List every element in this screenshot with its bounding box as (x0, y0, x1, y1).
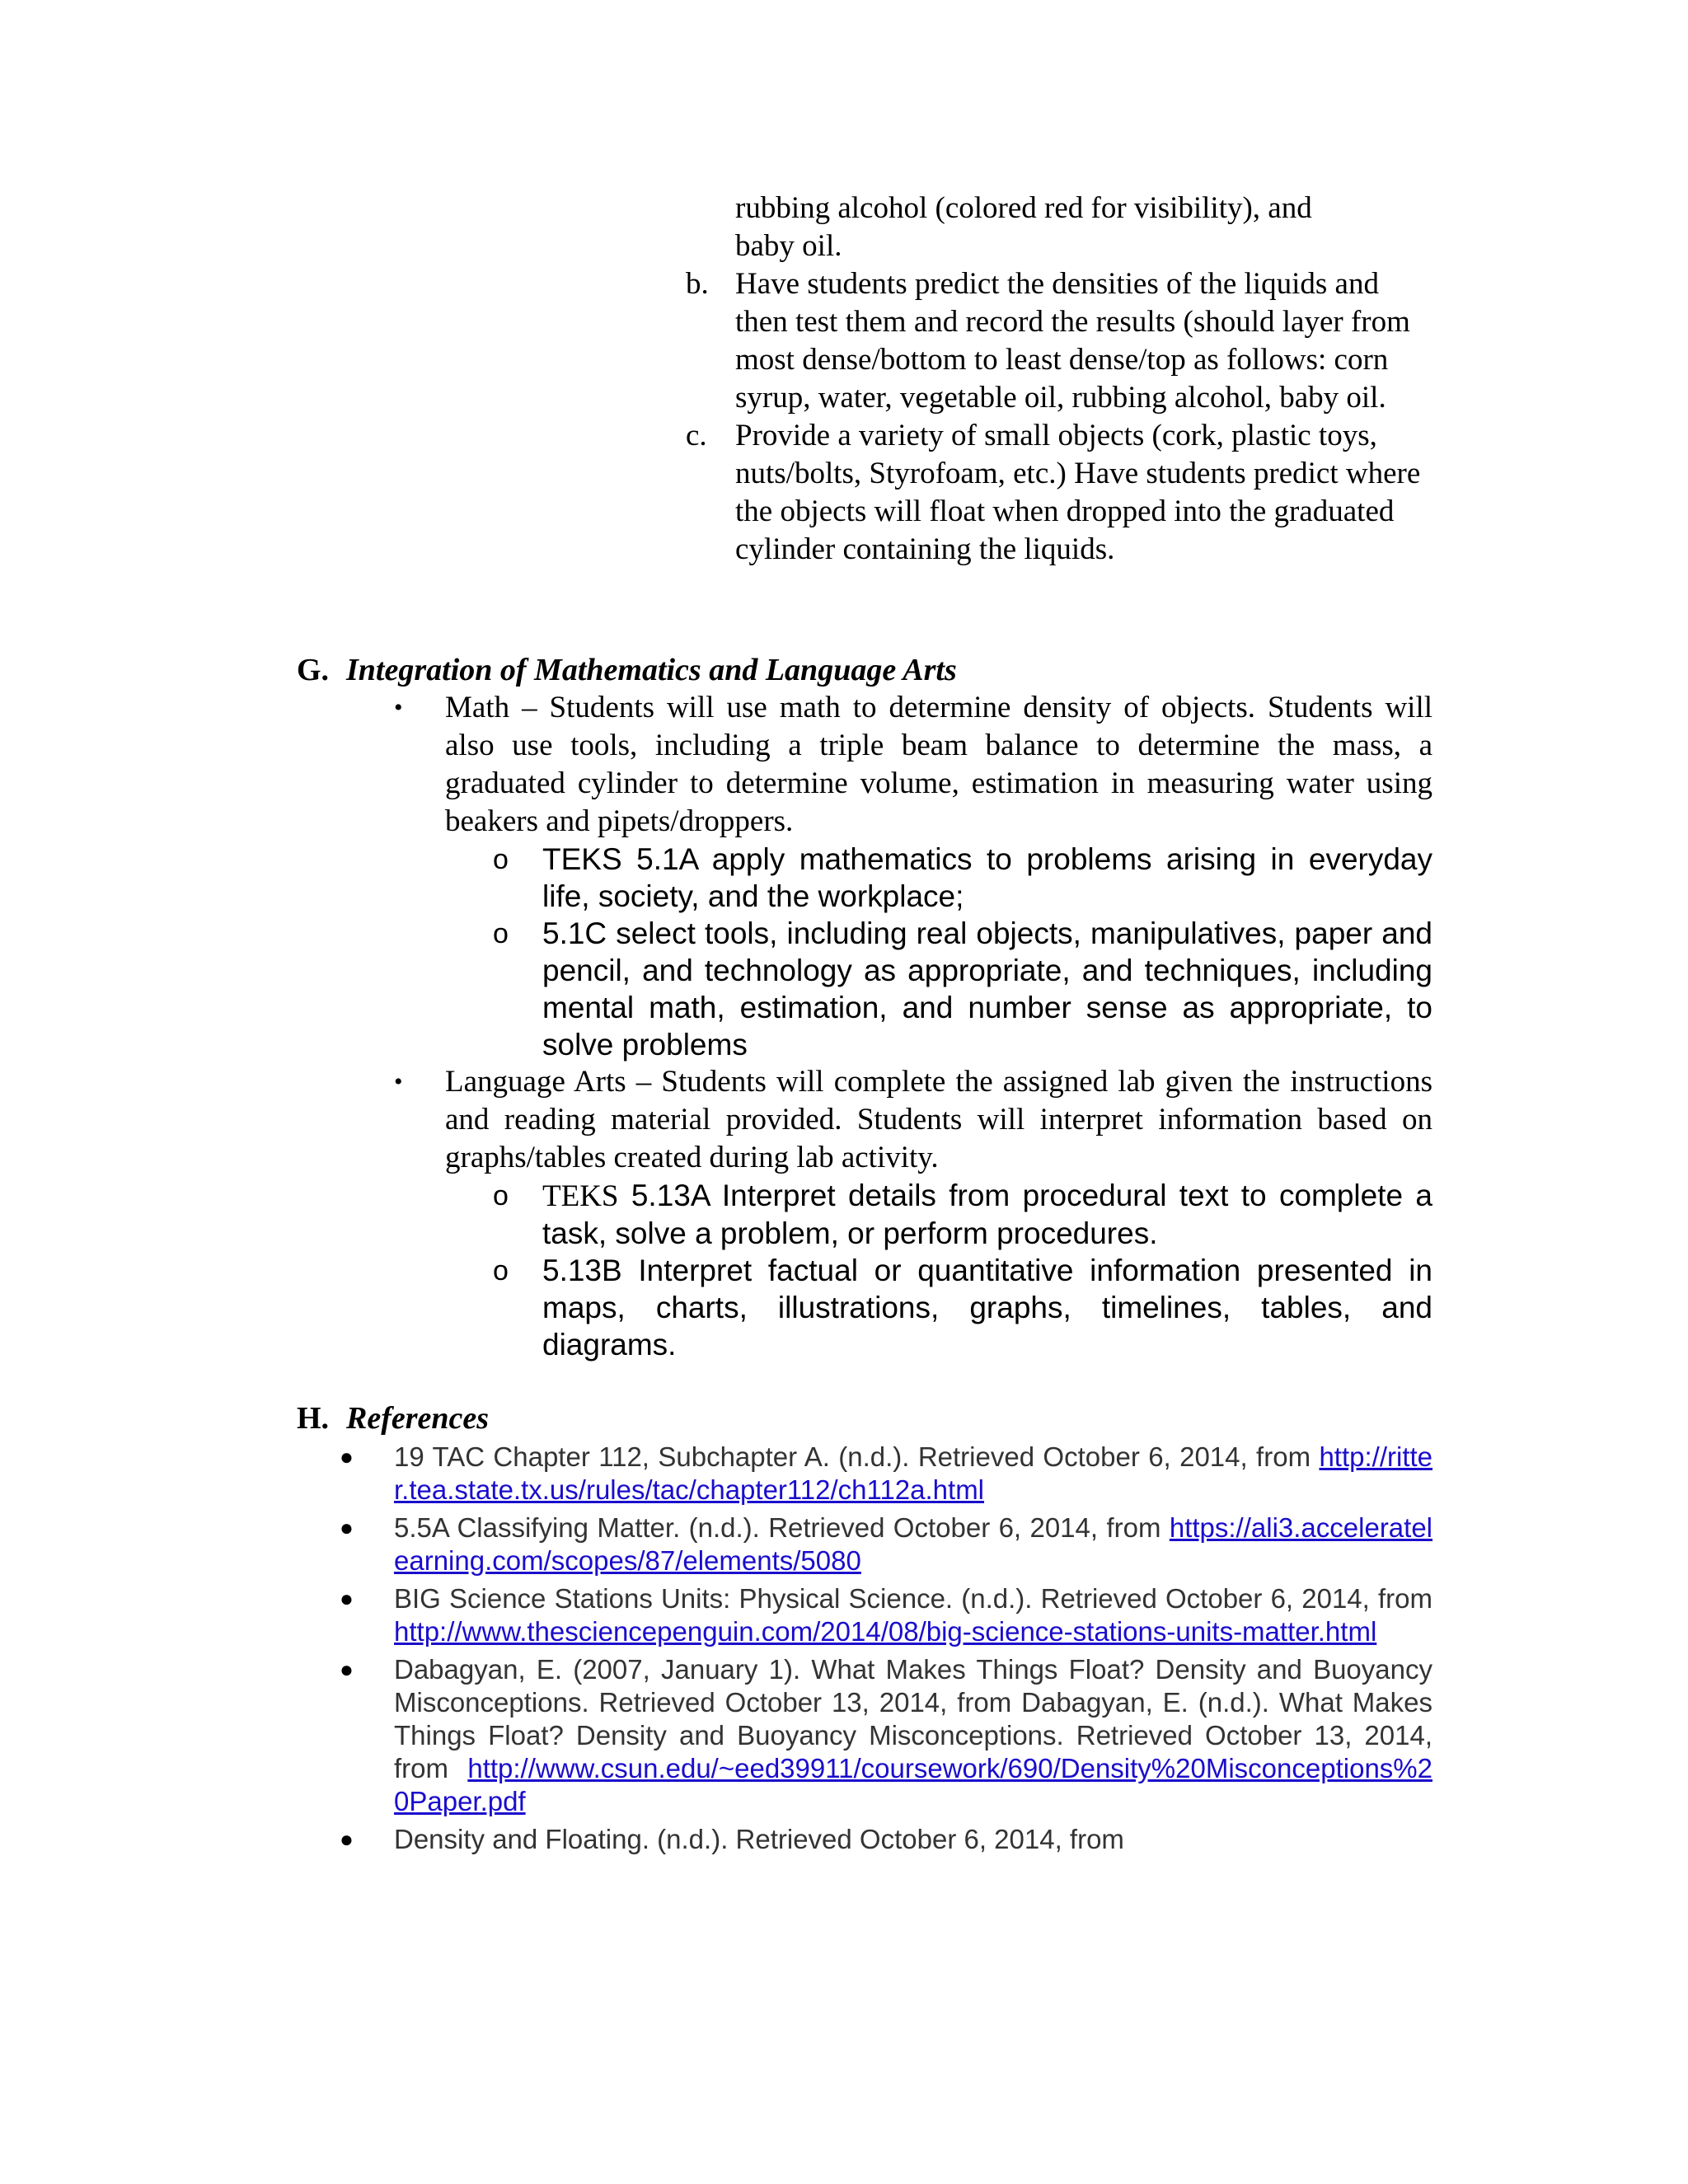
list-marker: b. (686, 267, 709, 301)
reference-text: BIG Science Stations Units: Physical Science. (n.d.). Retrieved October 6, 2014, from (394, 1583, 1432, 1614)
bullet-text: Math – Students will use math to determine density of objects. Students will also use tools, including a triple beam balance to determine the mass, a graduated cylinder to determine volume, estimation in measuring water using beakers and pipets/droppers. (445, 691, 1432, 838)
teks-text: TEKS 5.1A apply mathematics to problems arising in everyday life, society, and the workplace; (542, 842, 1432, 913)
reference-link[interactable]: http://www.csun.edu/~eed39911/coursework/690/Density%20Misconceptions%20Paper.pdf (394, 1753, 1432, 1816)
language-teks-list (493, 1177, 1432, 1363)
procedure-list (686, 190, 1428, 569)
teks-item (493, 841, 1432, 915)
teks-text: 5.13B Interpret factual or quantitative information presented in maps, charts, illustrations, graphs, timelines, tables, and diagrams. (542, 1254, 1432, 1361)
list-item-text: Provide a variety of small objects (cork, plastic toys, nuts/bolts, Styrofoam, etc.) Have students predict where the objects will float when dropped into the graduated cylinder containing the liquids. (735, 419, 1421, 566)
reference-link[interactable]: http://ritter.tea.state.tx.us/rules/tac/chapter112/ch112a.html (394, 1441, 1433, 1505)
bullet-dot: ● (340, 1444, 354, 1469)
teks-text: TEKS 5.13A Interpret details from procedural text to complete a task, solve a problem, or perform procedures. (542, 1179, 1432, 1250)
teks-text: 5.1C select tools, including real objects, manipulatives, paper and pencil, and technology as appropriate, and techniques, including mental math, estimation, and number sense as appropriate, to solve problems (542, 916, 1432, 1062)
section-heading-references: H. References (297, 1401, 490, 1436)
reference-item (340, 1582, 1432, 1648)
reference-link[interactable]: https://ali3.acceleratelearning.com/scopes/87/elements/5080 (394, 1512, 1433, 1576)
bullet-language-arts (394, 1063, 1432, 1177)
bullet-dot: ● (340, 1586, 354, 1611)
list-item-b (686, 265, 1428, 417)
integration-section (394, 689, 1432, 1363)
bullet-dot: • (394, 1068, 403, 1095)
math-teks-list (493, 841, 1432, 1063)
reference-text: 5.5A Classifying Matter. (n.d.). Retrieved October 6, 2014, from (394, 1512, 1161, 1543)
bullet-text: Language Arts – Students will complete the assigned lab given the instructions and reading material provided. Students will interpret information based on graphs/tables created during lab activity. (445, 1065, 1432, 1174)
list-item-text: Have students predict the densities of the liquids and then test them and record the results (should layer from most dense/bottom to least dense/top as follows: corn syrup, water, vegetable oil, rubbing alcohol, baby oil. (735, 267, 1410, 415)
reference-item (340, 1823, 1432, 1856)
reference-text: 19 TAC Chapter 112, Subchapter A. (n.d.). Retrieved October 6, 2014, from (394, 1441, 1311, 1472)
reference-link[interactable]: http://www.thesciencepenguin.com/2014/08/big-science-stations-units-matter.html (394, 1616, 1377, 1647)
teks-item (493, 915, 1432, 1063)
reference-item (340, 1441, 1432, 1507)
bullet-dot: ● (340, 1657, 354, 1682)
reference-item (340, 1511, 1432, 1577)
reference-text: Dabagyan, E. (2007, January 1). What Makes Things Float? Density and Buoyancy Misconceptions. Retrieved October 13, 2014, from Dabagyan, E. (n.d.). What Makes Things Float? Density and Buoyancy Misconceptions. Retrieved October 13, 2014, from (394, 1654, 1432, 1783)
sub-marker: o (493, 1255, 509, 1286)
sub-marker: o (493, 918, 509, 949)
reference-item (340, 1653, 1432, 1818)
references-list (340, 1441, 1432, 1861)
bullet-dot: ● (340, 1826, 354, 1852)
reference-text: Density and Floating. (n.d.). Retrieved October 6, 2014, from (394, 1824, 1124, 1854)
section-heading-integration: G. Integration of Mathematics and Language Arts (297, 653, 957, 687)
list-item-continuation: rubbing alcohol (colored red for visibility), and baby oil. (735, 191, 1312, 263)
teks-item (493, 1252, 1432, 1363)
bullet-math (394, 689, 1432, 841)
bullet-dot: • (394, 694, 403, 721)
sub-marker: o (493, 844, 509, 875)
teks-item (493, 1177, 1432, 1252)
list-marker: c. (686, 419, 707, 452)
sub-marker: o (493, 1180, 509, 1212)
list-item-c (686, 417, 1428, 569)
bullet-dot: ● (340, 1515, 354, 1540)
